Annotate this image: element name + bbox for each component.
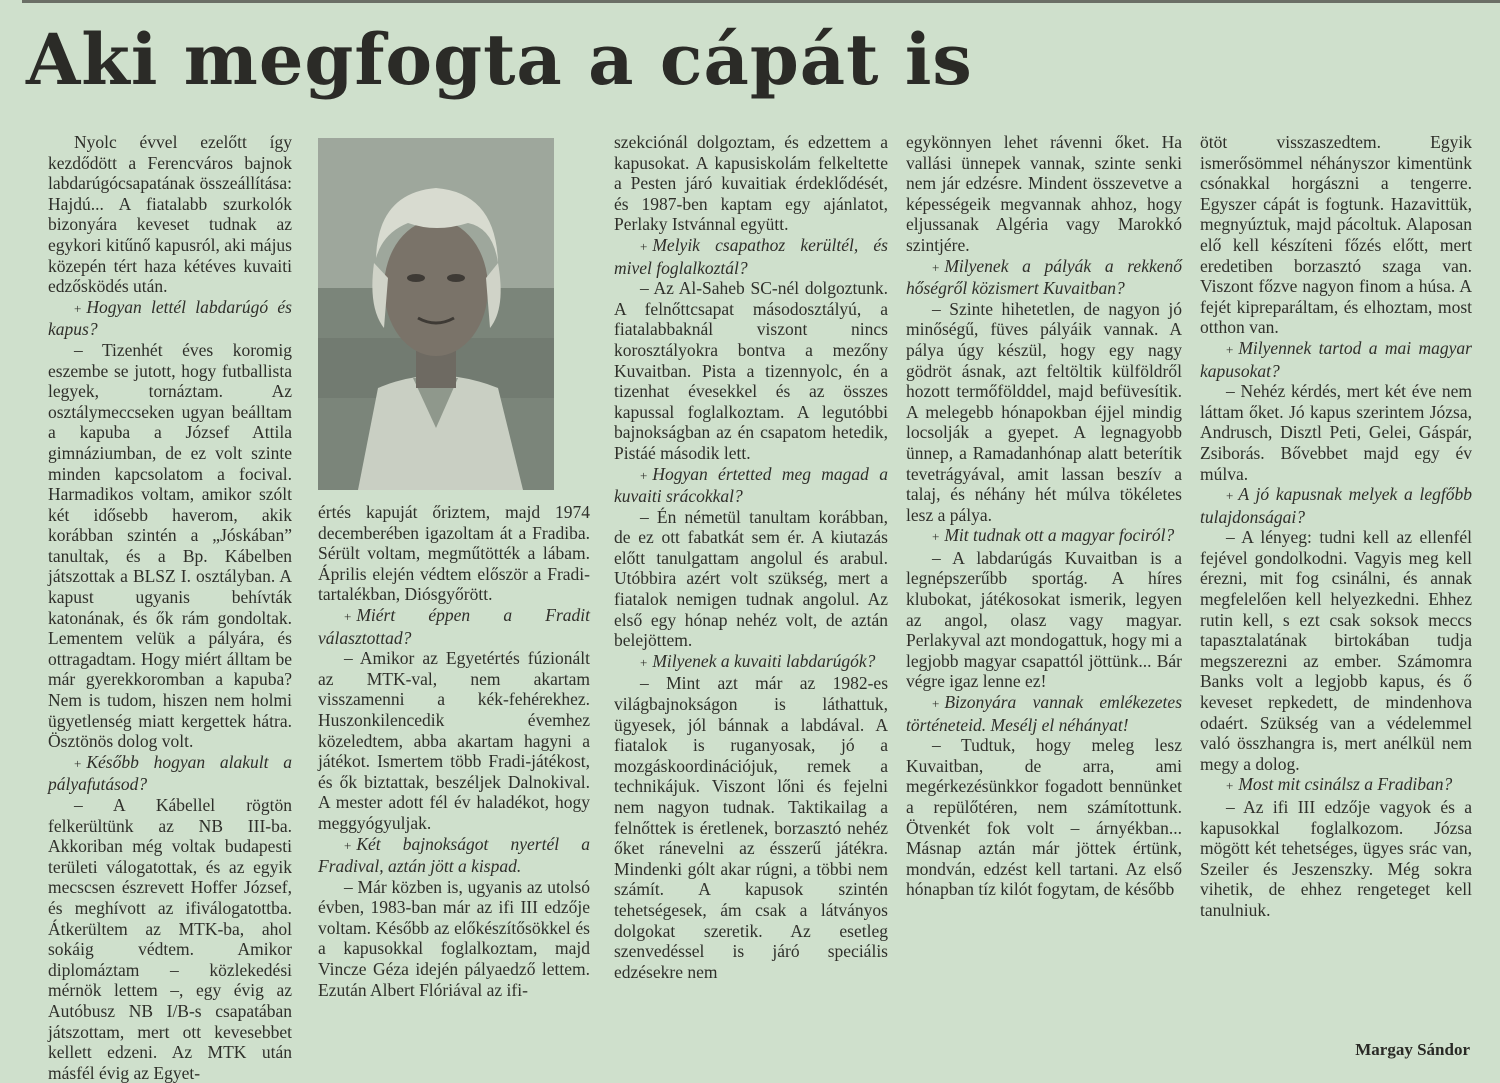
bullet-icon: + [344,608,352,624]
interview-question [1200,774,1472,797]
body-paragraph: – Én németül tanultam korábban, de ez ott fabatkát sem ér. A kiutazás előtt tanulgattam angolul és arabul. Utóbbira azért volt szükség, mert a fiatalok nemigen tudnak angolul. Az első egy hónap nehéz volt, de aztán belejöttem. [614,506,888,651]
interview-question [318,605,590,648]
interview-question [1200,484,1472,527]
question-text: Milyenek a pályák a rekkenő hőségről közismert Kuvaitban? [906,255,1182,299]
question-text: Milyenek a kuvaiti labdarúgók? [652,650,876,671]
question-text: Két bajnokságot nyertél a Fradival, aztán jött a kispad. [318,833,590,877]
question-text: Melyik csapathoz kerültél, és mivel foglalkoztál? [614,234,888,278]
body-paragraph: – Az Al-Saheb SC-nél dolgoztunk. A felnőttcsapat másodosztályú, a fiatalabbaknál viszont nincs korosztályokra bontva a mezőny Kuvaitban. Pista a tizennyolc, én a tizenhat évesekkel és az összes kapussal foglalkoztam. A legutóbbi bajnokságban az én csapatom hetedik, Pistáé második lett. [614,278,888,463]
interview-question [318,834,590,877]
body-paragraph: – Már közben is, ugyanis az utolsó évben, 1983-ban már az ifi III edzője voltam. Később az előkészítősökkel és a kapusokkal foglalkoztam, majd Vincze Géza idején pályaedző lettem. Ezután Albert Flóriával az ifi- [318,876,590,1000]
author-byline: Margay Sándor [1355,1040,1470,1059]
bullet-icon: + [932,259,940,275]
body-paragraph: értés kapuját őriztem, majd 1974 decemberében igazoltam át a Fradiba. Sérült voltam, megműtötték a lábam. Április elején védtem először a Fradi-tartalékban, Diósgyőrött. [318,502,590,605]
interview-question [48,752,292,795]
body-paragraph: – A labdarúgás Kuvaitban is a legnépszerűbb sportág. A híres klubokat, játékosokat ismerik, legyen az angol, olasz vagy magyar. Perlakyval azt mondogattuk, hogy mi a legjobb magyar csapattól jöttünk... Bár végre igaz lenne ez! [906,547,1182,692]
bullet-icon: + [1226,488,1234,504]
question-text: Később hogyan alakult a pályafutásod? [48,751,292,795]
question-text: Hogyan értetted meg magad a kuvaiti srácokkal? [614,463,888,507]
interview-question [906,256,1182,299]
question-text: Most mit csinálsz a Fradiban? [1238,774,1453,795]
bullet-icon: + [640,654,648,670]
article-headline: Aki megfogta a cápát is [26,18,973,101]
article-column-3 [614,132,888,982]
article-column-5 [1200,132,1472,921]
question-text: Bizonyára vannak emlékezetes történeteid. Mesélj el néhányat! [906,692,1182,735]
article-column-4 [906,132,1182,900]
body-paragraph: ötöt visszaszedtem. Egyik ismerősömmel néhányszor kimentünk csónakkal horgászni a tengerre. Egyszer cápát is fogtunk. Hazavittük, megnyúztuk, majd pácoltuk. Alaposan elő kell készíteni főzés előtt, mert eredetiben borzasztó szaga van. Viszont főzve nagyon finom a húsa. A fejét kipreparáltam, és elhoztam, most otthon van. [1200,132,1472,338]
body-paragraph: – Tudtuk, hogy meleg lesz Kuvaitban, de arra, ami megérkezésünkkor fogadott bennünket a repülőtéren, nem számítottunk. Ötvenkét fok volt – árnyékban... Másnap aztán már jöttek értünk, mondván, edzést kell tartani. Az első hónapban tíz kilót fogytam, de később [906,735,1182,900]
body-paragraph: – Tizenhét éves koromig eszembe se jutott, hogy futballista legyek, tornáztam. Az osztálymeccseken ugyan beálltam a kapuba a József Attila gimnáziumban, de ez volt szinte minden kapcsolatom a focival. Harmadikos voltam, amikor szólt két idősebb haverom, akik korábban szintén a „Jóskában” tanultak, és a Bp. Kábelben játszottak a BLSZ I. osztályban. A kapust ugyanis behívták katonának, és ők rám gondoltak. Lementem velük a pályára, és ottragadtam. Hogy miért álltam be már gyerekkoromban a kapuba? Nem is tudom, hiszen nem holmi ügyetlenség miatt kergettek hátra. Ösztönös dolog volt. [48,339,292,752]
interview-question [906,692,1182,735]
bullet-icon: + [1226,341,1234,357]
body-paragraph: szekciónál dolgoztam, és edzettem a kapusokat. A kapusiskolám felkeltette a Pesten járó kuvaitiak érdeklődését, és 1987-ben kaptam egy ajánlatot, Perlaky Istvánnal együtt. [614,132,888,235]
body-paragraph: egykönnyen lehet rávenni őket. Ha vallási ünnepek vannak, szinte senki nem jár edzésre. Mindent összevetve a képességeik megvannak ahhoz, hogy eljussanak Algéria vagy Marokkó szintjére. [906,132,1182,255]
bullet-icon: + [344,837,352,853]
top-rule [22,0,1500,3]
question-text: Hogyan lettél labdarúgó és kapus? [48,296,292,340]
body-paragraph: – Mint azt már az 1982-es világbajnokságon is láthattuk, ügyesek, jól bánnak a labdával. A fiatalok is ruganyosak, jó a mozgáskoordinációjuk, remek a technikájuk. Viszont lőni és fejelni nem nagyon tudnak. Taktikailag a felnőttek is éretlenek, borzasztó nehéz őket ránevelni az ésszerű játékra. Mindenki gólt akar rúgni, a többi nem számít. A kapusok szintén tehetségesek, ám csak a látványos dolgokat szeretik. Az esetleg szenvedéssel is járó speciális edzésekre nem [614,673,888,982]
interview-question [48,297,292,340]
interview-question [614,651,888,674]
question-text: Mit tudnak ott a magyar fociról? [944,525,1175,546]
body-paragraph: – A lényeg: tudni kell az ellenfél fejével gondolkodni. Vagyis meg kell érezni, mit fog csinálni, és annak megfelelően kell helyezkedni. Ehhez rutin kell, s ezt csak soksok meccs tapasztalatának birtokában tudja megszerezni az ember. Számomra Banks volt a legjobb kapus, és ő keveset repkedett, de mindenhova odaért. Szükség van a védelemmel való összhangra is, mert anélkül nem megy a dolog. [1200,527,1472,774]
body-paragraph: – Az ifi III edzője vagyok és a kapusokkal foglalkozom. Józsa mögött két tehetséges, ügyes srác van, Szeiler és Jeszenszky. Még sokra vihetik, de ehhez rengeteget kell tanulniuk. [1200,797,1472,920]
bullet-icon: + [74,755,82,771]
portrait-photo [318,138,554,490]
bullet-icon: + [932,529,940,545]
body-paragraph: – Nehéz kérdés, mert két éve nem láttam őket. Jó kapus szerintem Józsa, Andrusch, Disztl Peti, Gelei, Gáspár, Zsiborás. Bővebbet majd egy év múlva. [1200,381,1472,484]
body-paragraph: – Szinte hihetetlen, de nagyon jó minőségű, füves pályáik vannak. A pálya úgy készül, hogy egy nagy gödröt ásnak, azt feltöltik külföldről hozott termőfölddel, majd befüvesítik. A melegebb hónapokban éjjel mindig locsolják a gyepet. A legnagyobb ünnep, a Ramadanhónap alatt beterítik tevetrágyával, amit lassan beszív a talaj, és néhány hét múlva tökéletes lesz a pálya. [906,298,1182,525]
bullet-icon: + [74,300,82,316]
bullet-icon: + [1226,778,1234,794]
question-text: Miért éppen a Fradit választottad? [318,604,590,648]
portrait-illustration [318,138,554,490]
question-text: A jó kapusnak melyek a legfőbb tulajdonságai? [1200,484,1472,527]
question-text: Milyennek tartod a mai magyar kapusokat? [1200,337,1472,381]
interview-question [1200,338,1472,381]
bullet-icon: + [640,467,648,483]
body-paragraph: – Amikor az Egyetértés fúzionált az MTK-val, nem akartam visszamenni a kék-fehérekhez. Huszonkilencedik évemhez közeledtem, abba akartam hagyni a játékot. Ismertem több Fradi-játékost, és ők biztattak, beszéljek Dalnokival. A mester adott fél év haladékot, hogy meggyógyuljak. [318,648,590,833]
interview-question [614,235,888,278]
article-column-1 [48,132,292,1083]
bullet-icon: + [932,696,940,712]
interview-question [906,525,1182,548]
interview-question [614,464,888,507]
bullet-icon: + [640,238,648,254]
article-column-2 [318,502,590,1000]
body-paragraph: – A Kábellel rögtön felkerültünk az NB III-ba. Akkoriban még voltak budapesti területi válogatottak, és az egyik mecscsen észrevett Hoffer József, és meghívott az ifiválogatottba. Átkerültem az MTK-ba, ahol sokáig védtem. Amikor diplomáztam – közlekedési mérnök lettem –, egy évig az Autóbusz NB I/B-s csapatában játszottam, mert ott kevesebbet kellett edzeni. Az MTK után másfél évig az Egyet- [48,795,292,1083]
body-paragraph: Nyolc évvel ezelőtt így kezdődött a Ferencváros bajnok labdarúgócsapatának összeállítása: Hajdú... A fiatalabb szurkolók bizonyára keveset tudnak az egykori kitűnő kapusról, aki május közepén tért haza kétéves kuvaiti edzősködés után. [48,132,292,297]
